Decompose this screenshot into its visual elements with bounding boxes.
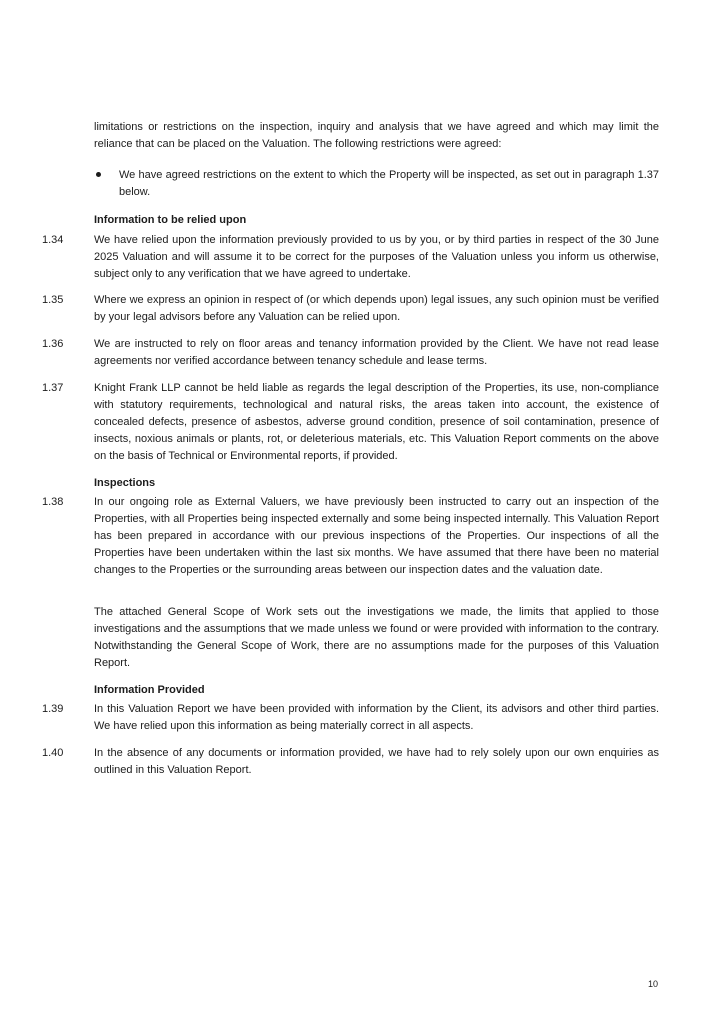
- page-number: 10: [648, 979, 659, 989]
- bullet-item: We have agreed restrictions on the extent to which the Property will be inspected, as set out in paragraph 1.37 below.: [119, 169, 659, 198]
- paragraph-number: 1.35: [42, 294, 64, 306]
- paragraph-text: In our ongoing role as External Valuers, we have previously been instructed to carry out an inspection of the Properties, with all Properties being inspected externally and some being inspected internally. This Valuation Report has been prepared in accordance with our previous inspections of the Properties. Our inspections of all the Properties have been undertaken within the last six months. We have assumed that there have been no material changes to the Properties or the surrounding areas between our inspection dates and the valuation date.: [94, 496, 659, 576]
- paragraph-text: The attached General Scope of Work sets out the investigations we made, the limits that applied to those investigations and the assumptions that we made unless we found or were provided with information to the contrary. Notwithstanding the General Scope of Work, there are no assumptions made for the purposes of this Valuation Report.: [94, 606, 659, 669]
- paragraph-number: 1.38: [42, 496, 64, 508]
- section-heading: Information to be relied upon: [94, 214, 247, 226]
- paragraph-text: We have relied upon the information previously provided to us by you, or by third parties in respect of the 30 June 2025 Valuation and will assume it to be correct for the purposes of the Valuation unless you inform us otherwise, subject only to any verification that we have agreed to undertake.: [94, 234, 659, 280]
- paragraph-number: 1.34: [42, 234, 64, 246]
- paragraph-number: 1.37: [42, 382, 64, 394]
- bullet-icon: [96, 172, 101, 177]
- paragraph-text: Knight Frank LLP cannot be held liable as regards the legal description of the Properties, its use, non-compliance with statutory requirements, technological and natural risks, the areas taken into account, the existence of concealed defects, presence of asbestos, adverse ground condition, presence of soil contamination, presence of insects, noxious animals or plants, rot, or deleterious materials, etc. This Valuation Report comments on the above on the basis of Technical or Environmental reports, if provided.: [94, 382, 659, 462]
- intro-paragraph: limitations or restrictions on the inspection, inquiry and analysis that we have agreed and which may limit the reliance that can be placed on the Valuation. The following restrictions were agreed:: [94, 121, 659, 150]
- section-heading: Inspections: [94, 477, 156, 489]
- paragraph-text: In this Valuation Report we have been provided with information by the Client, its advisors and other third parties. We have relied upon this information as being materially correct in all aspects.: [94, 703, 659, 732]
- paragraph-number: 1.36: [42, 338, 64, 350]
- paragraph-text: In the absence of any documents or information provided, we have had to rely solely upon our own enquiries as outlined in this Valuation Report.: [94, 747, 659, 776]
- paragraph-number: 1.40: [42, 747, 64, 759]
- paragraph-text: We are instructed to rely on floor areas and tenancy information provided by the Client. We have not read lease agreements nor verified accordance between tenancy schedule and lease terms.: [94, 338, 659, 367]
- paragraph-number: 1.39: [42, 703, 64, 715]
- paragraph-text: Where we express an opinion in respect of (or which depends upon) legal issues, any such opinion must be verified by your legal advisors before any Valuation can be relied upon.: [94, 294, 659, 323]
- section-heading: Information Provided: [94, 684, 205, 696]
